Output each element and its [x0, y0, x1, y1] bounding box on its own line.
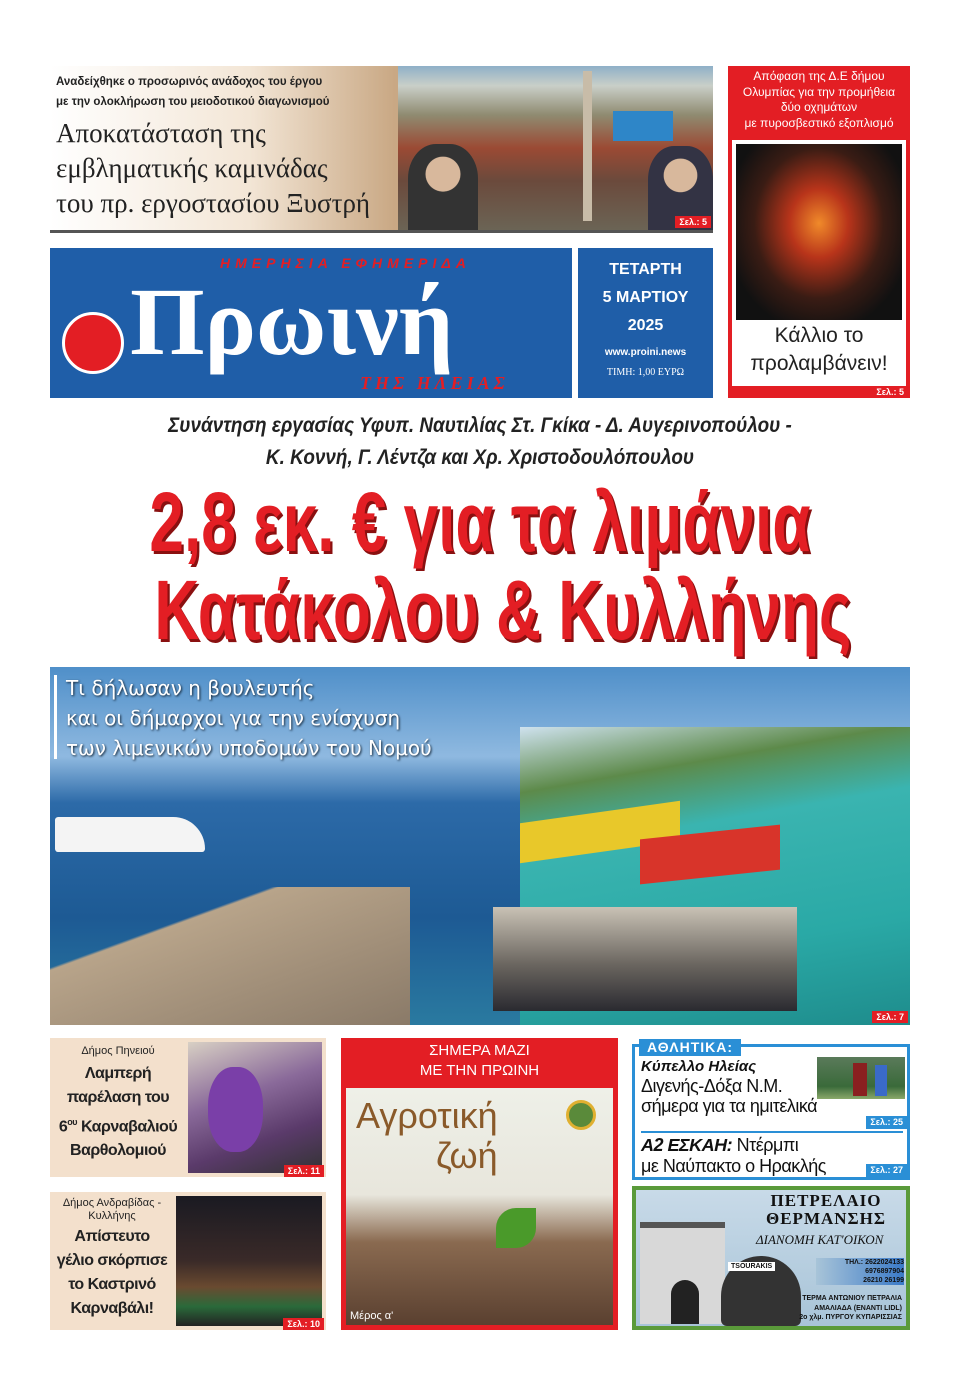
carnival-box[interactable]	[50, 1038, 326, 1177]
page-ref: Σελ.: 7	[872, 1011, 908, 1023]
carnival-photo	[188, 1042, 322, 1173]
side-title: Κάλλιο το	[774, 324, 864, 347]
sports-title: Διγενής-Δόξα Ν.Μ.	[641, 1076, 783, 1096]
box-title: παρέλαση του	[66, 1089, 170, 1106]
lead-subhead: Συνάντηση εργασίας Υφυπ. Ναυτιλίας Στ. Γκίκα - Δ. Αυγερινοπούλου -	[168, 414, 792, 437]
photo-caption: Τι δήλωσαν η βουλευτής	[66, 676, 315, 700]
top-title: εμβληματικής καμινάδας	[56, 153, 328, 183]
top-kicker: με την ολοκλήρωση του μειοδοτικού διαγωνισμού	[56, 96, 330, 108]
ad-brand: TSOURAKIS	[728, 1262, 775, 1271]
top-kicker: Αναδείχθηκε ο προσωρινός ανάδοχος του έργου	[56, 76, 323, 88]
photo-caption: και οι δήμαρχοι για την ενίσχυση	[66, 706, 401, 730]
side-kicker: Ολυμπίας για την προμήθεια	[742, 84, 896, 99]
issue-date: 5 ΜΑΡΤΙΟΥ	[602, 289, 689, 306]
side-title: προλαμβάνειν!	[750, 352, 888, 375]
factory-photo	[398, 66, 713, 230]
insert-header: ΣΗΜΕΡΑ ΜΑΖΙ	[429, 1042, 530, 1059]
masthead-name: Πρωινή	[130, 268, 454, 375]
ordinal: 6	[58, 1118, 68, 1136]
photo-caption: των λιμενικών υποδομών του Νομού	[66, 736, 432, 760]
kastro-box[interactable]	[50, 1192, 326, 1330]
masthead-tagline: ΗΜΕΡΗΣΙΑ ΕΦΗΜΕΡΙΔΑ	[220, 255, 471, 271]
box-kicker: Κυλλήνης	[88, 1210, 136, 1222]
sports-kicker: Κύπελλο Ηλείας	[641, 1058, 757, 1075]
box-title: γέλιο σκόρπισε	[56, 1252, 168, 1269]
insert-part: Μέρος α'	[350, 1310, 394, 1322]
lead-headline: 2,8 εκ. € για τα λιμάνια	[149, 475, 811, 569]
box-title: Βαρθολομιού	[69, 1142, 166, 1160]
page-ref: Σελ.: 10	[283, 1318, 324, 1330]
football-photo	[817, 1057, 905, 1099]
page-ref: Σελ.: 27	[866, 1164, 907, 1177]
masthead-logo[interactable]	[50, 248, 572, 398]
side-story[interactable]	[728, 66, 910, 398]
page-ref: Σελ.: 25	[866, 1116, 907, 1129]
box-title: το Καστρινό	[68, 1276, 156, 1293]
issue-year: 2025	[627, 317, 664, 334]
sports-label: ΑΘΛΗΤΙΚΑ:	[639, 1039, 741, 1056]
issue-day: ΤΕΤΑΡΤΗ	[609, 261, 682, 278]
ports-photo[interactable]	[50, 667, 910, 1025]
top-story[interactable]	[50, 66, 713, 233]
page-ref: Σελ.: 5	[675, 216, 711, 228]
box-title: Λαμπερή	[84, 1065, 152, 1082]
insert-title: Αγροτική	[356, 1095, 498, 1136]
ad-address: 2ο χλμ. ΠΥΡΓΟΥ ΚΥΠΑΡΙΣΣΙΑΣ	[799, 1314, 902, 1321]
sports-box[interactable]	[632, 1039, 910, 1180]
ad-phone: ΤΗΛ.: 2622024133	[844, 1259, 904, 1266]
ad-phone: 6976897904	[865, 1268, 904, 1275]
kastro-photo	[176, 1196, 322, 1326]
sports-title: σήμερα για τα ημιτελικά	[641, 1096, 818, 1116]
box-title	[50, 1110, 186, 1139]
ad-sub: ΔΙΑΝΟΜΗ	[756, 1232, 815, 1247]
box-kicker: Δήμος Ανδραβίδας -	[62, 1197, 162, 1209]
fire-photo	[736, 144, 902, 320]
side-kicker: με πυροσβεστικό εξοπλισμό	[744, 115, 894, 130]
sports-title: με Ναύπακτο ο Ηρακλής	[641, 1156, 826, 1176]
insert-cover	[346, 1088, 613, 1325]
lead-headline: Κατάκολου & Κυλλήνης	[154, 563, 852, 657]
insert-box[interactable]	[341, 1038, 618, 1330]
box-title-rest: Καρναβαλιού	[77, 1118, 178, 1136]
ad-address: ΑΜΑΛΙΑΔΑ (ΕΝΑΝΤΙ LIDL)	[814, 1304, 902, 1312]
side-kicker: Απόφαση της Δ.Ε δήμου	[753, 69, 885, 83]
box-title: Απίστευτο	[74, 1228, 150, 1245]
ad-title: ΘΕΡΜΑΝΣΗΣ	[766, 1209, 886, 1228]
ordinal-suffix: ου	[67, 1117, 77, 1127]
insert-title: ζωή	[436, 1135, 498, 1176]
sports-title-rest: Ντέρμπι	[732, 1135, 799, 1155]
box-kicker: Δήμος Πηνειού	[81, 1045, 155, 1057]
top-title: του πρ. εργοστασίου Ξυστρή	[56, 188, 371, 218]
website[interactable]: www.proini.news	[604, 347, 687, 358]
sports-title	[641, 1135, 826, 1156]
top-title: Αποκατάσταση της	[56, 118, 266, 148]
masthead-region: ΤΗΣ ΗΛΕΙΑΣ	[360, 373, 509, 393]
insert-header: ΜΕ ΤΗΝ ΠΡΩΙΝΗ	[419, 1062, 540, 1079]
page-ref: Σελ.: 11	[284, 1165, 324, 1177]
ad-address: ΤΕΡΜΑ ΑΝΤΩΝΙΟΥ ΠΕΤΡΑΛΙΑ	[802, 1295, 902, 1302]
side-kicker: δύο οχημάτων	[780, 100, 858, 114]
ad-sub: ΚΑΤ'ΟΙΚΟΝ	[817, 1232, 884, 1247]
ad-phone: 26210 26199	[863, 1277, 904, 1284]
sports-kicker: Α2 ΕΣΚΑΗ:	[641, 1135, 733, 1155]
lead-subhead: Κ. Κοννή, Γ. Λέντζα και Χρ. Χριστοδουλόπουλου	[265, 446, 695, 469]
heating-oil-ad[interactable]	[632, 1186, 910, 1330]
masthead-date	[578, 248, 713, 398]
box-title: Καρναβάλι!	[70, 1300, 154, 1317]
ad-title: ΠΕΤΡΕΛΑΙΟ	[770, 1191, 882, 1210]
price: ΤΙΜΗ: 1,00 ΕΥΡΩ	[606, 367, 685, 378]
page-ref: Σελ.: 5	[876, 387, 904, 397]
